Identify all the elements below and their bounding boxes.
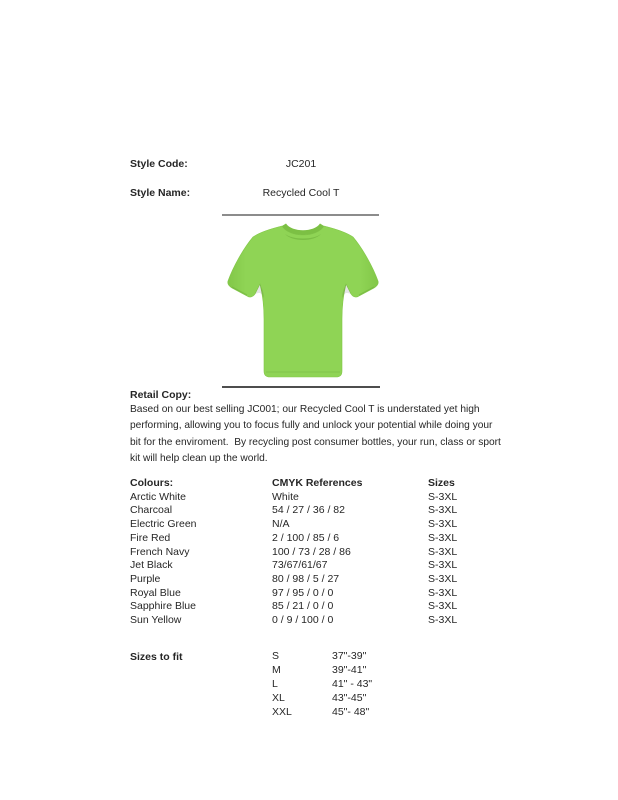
tshirt-body-shape	[228, 226, 379, 377]
colours-table	[130, 477, 510, 628]
size-range: 37"-39"	[332, 650, 367, 662]
colours-table-row	[130, 573, 510, 587]
cmyk-value: 2 / 100 / 85 / 6	[272, 531, 340, 544]
sizes-value: S-3XL	[428, 586, 458, 599]
retail-copy-line: kit will help clean up the world.	[130, 453, 268, 465]
cmyk-value: White	[272, 490, 299, 503]
colours-table-row	[130, 504, 510, 518]
cmyk-value: N/A	[272, 518, 290, 531]
colour-name: Arctic White	[130, 490, 187, 503]
sizes-to-fit-label: Sizes to fit	[130, 651, 183, 663]
cmyk-value: 80 / 98 / 5 / 27	[272, 572, 340, 585]
style-name-label: Style Name:	[130, 187, 191, 199]
sizes-to-fit-row	[272, 678, 452, 692]
sizes-value: S-3XL	[428, 490, 458, 503]
sizes-value: S-3XL	[428, 600, 458, 613]
cmyk-value: 100 / 73 / 28 / 86	[272, 545, 351, 558]
sizes-value: S-3XL	[428, 545, 458, 558]
sizes-value: S-3XL	[428, 572, 458, 585]
image-top-border	[222, 214, 379, 216]
cmyk-value: 97 / 95 / 0 / 0	[272, 586, 334, 599]
cmyk-value: 85 / 21 / 0 / 0	[272, 600, 334, 613]
colours-table-row	[130, 532, 510, 546]
size-range: 39"-41"	[332, 663, 367, 676]
colours-table-row	[130, 546, 510, 560]
sizes-to-fit-row	[272, 664, 452, 678]
cmyk-header: CMYK References	[272, 477, 363, 489]
retail-copy-line: bit for the enviroment. By recycling post consumer bottles, your run, class or sport	[130, 436, 501, 448]
size-code: XL	[272, 691, 285, 704]
sizes-value: S-3XL	[428, 518, 458, 531]
colours-table-row	[130, 491, 510, 505]
retail-copy-label: Retail Copy:	[130, 389, 192, 401]
size-code: XXL	[272, 705, 292, 718]
size-range: 43"-45"	[332, 691, 367, 704]
colour-name: Electric Green	[130, 518, 197, 531]
product-photo-tshirt-image	[222, 221, 382, 379]
colours-table-row	[130, 518, 510, 532]
sizes-value: S-3XL	[428, 559, 458, 572]
size-code: S	[272, 650, 280, 662]
colour-name: Fire Red	[130, 531, 171, 544]
colours-table-header	[130, 477, 510, 491]
cmyk-value: 73/67/61/67	[272, 559, 328, 572]
sizes-value: S-3XL	[428, 614, 458, 627]
style-name-value: Recycled Cool T	[262, 187, 340, 199]
sizes-header: Sizes	[428, 477, 455, 489]
retail-copy-line: performing, allowing you to focus fully and unlock your potential while doing your	[130, 420, 493, 432]
sizes-to-fit-row	[272, 706, 452, 720]
cmyk-value: 0 / 9 / 100 / 0	[272, 614, 334, 627]
colour-name: Sun Yellow	[130, 614, 182, 627]
size-code: M	[272, 663, 281, 676]
sizes-to-fit-row	[272, 692, 452, 706]
colour-name: Sapphire Blue	[130, 600, 196, 613]
colour-name: Purple	[130, 572, 161, 585]
sizes-to-fit-table	[272, 650, 452, 720]
retail-copy-paragraph	[130, 402, 550, 468]
image-bottom-border	[222, 386, 380, 388]
colours-table-row	[130, 559, 510, 573]
sizes-value: S-3XL	[428, 531, 458, 544]
colour-name: Charcoal	[130, 504, 173, 517]
size-range: 45"- 48"	[332, 705, 370, 718]
colours-header: Colours:	[130, 477, 174, 489]
sizes-value: S-3XL	[428, 504, 458, 517]
colours-table-row	[130, 614, 510, 628]
style-code-value: JC201	[285, 158, 317, 170]
colour-name: French Navy	[130, 545, 190, 558]
colour-name: Jet Black	[130, 559, 173, 572]
colour-name: Royal Blue	[130, 586, 181, 599]
retail-copy-line: Based on our best selling JC001; our Recycled Cool T is understated yet high	[130, 404, 480, 415]
size-code: L	[272, 677, 278, 690]
cmyk-value: 54 / 27 / 36 / 82	[272, 504, 345, 517]
style-code-label: Style Code:	[130, 158, 188, 170]
size-range: 41" - 43"	[332, 677, 373, 690]
colours-table-row	[130, 587, 510, 601]
colours-table-row	[130, 600, 510, 614]
sizes-to-fit-row	[272, 650, 452, 664]
